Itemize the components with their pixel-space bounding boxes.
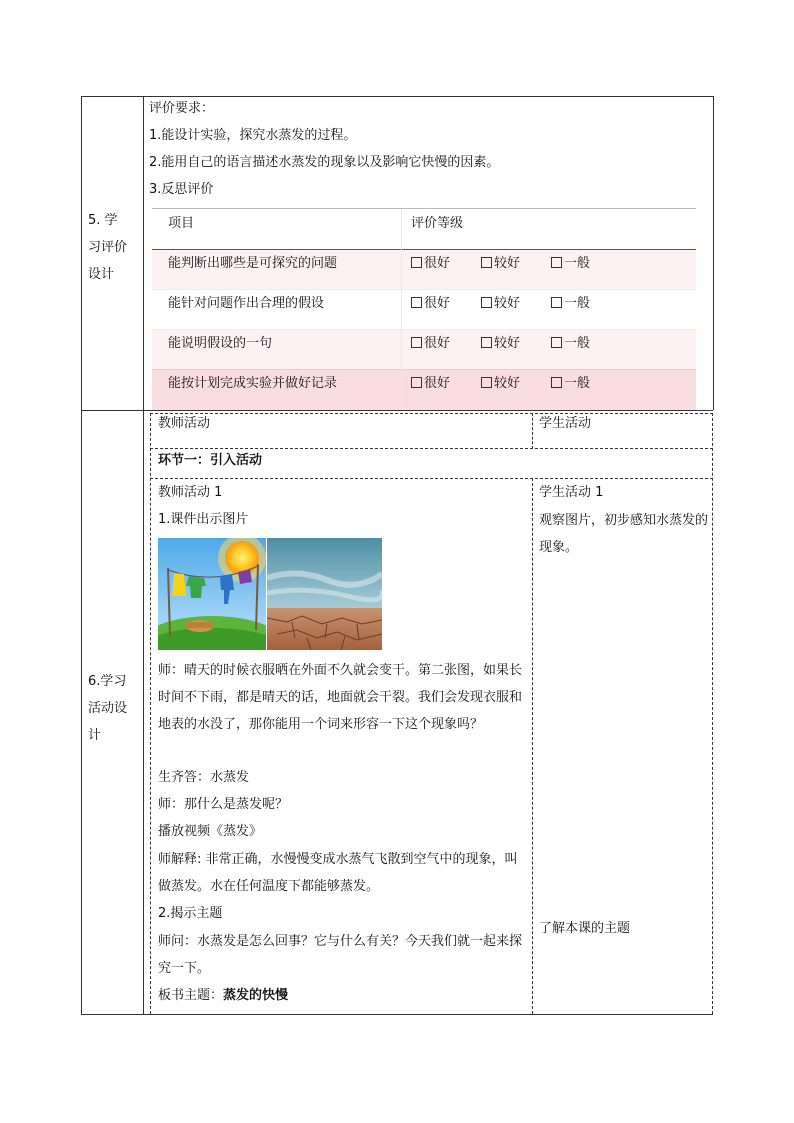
option-average[interactable] xyxy=(551,375,590,393)
requirement-item: 1.能设计实验，探究水蒸发的过程。 xyxy=(149,128,357,143)
eval-row-divider xyxy=(152,329,696,330)
checkbox-icon xyxy=(551,337,562,348)
student-activity-header: 学生活动 xyxy=(539,416,592,431)
checkbox-icon xyxy=(551,297,562,308)
table-top-border xyxy=(81,96,713,97)
option-good[interactable] xyxy=(481,375,520,393)
option-label: 很好 xyxy=(424,296,451,311)
eval-row-item: 能针对问题作出合理的假设 xyxy=(168,296,325,311)
option-average[interactable] xyxy=(551,255,590,273)
eval-header-divider xyxy=(152,249,696,250)
teacher-paragraph-1: 师：晴天的时候衣服晒在外面不久就会变干。第二张图，如果长时间不下雨，都是晴天的话，地面就会干裂。我们会发现衣服和地表的水没了，那你能用一个词来形容一下这个现象吗？ xyxy=(158,663,523,732)
label-column-divider xyxy=(143,96,144,1014)
dashed-border xyxy=(712,413,713,1014)
option-label: 很好 xyxy=(424,256,451,271)
checkbox-icon xyxy=(551,377,562,388)
checkbox-icon xyxy=(411,377,422,388)
requirement-item: 2.能用自己的语言描述水蒸发的现象以及影响它快慢的因素。 xyxy=(149,155,500,170)
option-label: 较好 xyxy=(494,296,521,311)
eval-col-divider xyxy=(401,209,402,410)
section5-label-line: 5. 学 xyxy=(88,213,118,228)
eval-header-grade: 评价等级 xyxy=(411,216,464,231)
option-average[interactable] xyxy=(551,335,590,353)
teacher-ask: 师问：水蒸发是怎么回事？它与什么有关？今天我们就一起来探究一下。 xyxy=(158,934,523,976)
option-label: 一般 xyxy=(564,376,591,391)
eval-row-divider xyxy=(152,289,696,290)
checkbox-icon xyxy=(411,337,422,348)
checkbox-icon xyxy=(411,297,422,308)
option-good[interactable] xyxy=(481,255,520,273)
section5-label-line: 设计 xyxy=(88,267,115,282)
requirements-title: 评价要求： xyxy=(149,101,215,116)
student-answer: 生齐答：水蒸发 xyxy=(158,770,250,785)
eval-row-item: 能判断出哪些是可探究的问题 xyxy=(168,256,338,271)
option-label: 较好 xyxy=(494,336,521,351)
teacher-step1: 1.课件出示图片 xyxy=(158,512,249,527)
teacher-step2: 2.揭示主题 xyxy=(158,906,223,921)
stage-title: 环节一：引入活动 xyxy=(158,453,263,468)
option-label: 一般 xyxy=(564,256,591,271)
option-label: 一般 xyxy=(564,296,591,311)
option-very-good[interactable] xyxy=(411,295,450,313)
board-topic-prefix: 板书主题： xyxy=(158,988,224,1003)
eval-table-top xyxy=(152,208,696,209)
dashed-border xyxy=(532,413,533,449)
eval-row-divider xyxy=(152,369,696,370)
eval-header-item: 项目 xyxy=(168,216,195,231)
checkbox-icon xyxy=(481,297,492,308)
dashed-border xyxy=(150,448,713,449)
option-label: 较好 xyxy=(494,256,521,271)
option-very-good[interactable] xyxy=(411,375,450,393)
dashed-border xyxy=(532,478,533,1014)
checkbox-icon xyxy=(411,257,422,268)
cracked-ground-image xyxy=(267,538,382,650)
video-instruction: 播放视频《蒸发》 xyxy=(158,824,263,839)
teacher-activity-header: 教师活动 xyxy=(158,416,211,431)
option-average[interactable] xyxy=(551,295,590,313)
option-label: 较好 xyxy=(494,376,521,391)
table-bottom-border xyxy=(81,1014,713,1015)
section6-label-line: 6.学习 xyxy=(88,674,127,689)
teacher-activity-title: 教师活动 1 xyxy=(158,485,223,500)
option-good[interactable] xyxy=(481,335,520,353)
eval-row-item: 能按计划完成实验并做好记录 xyxy=(168,376,338,391)
student-observe: 观察图片，初步感知水蒸发的现象。 xyxy=(539,513,709,555)
table-left-border xyxy=(81,96,82,1014)
dashed-border xyxy=(150,413,151,1014)
dashed-border xyxy=(150,478,713,479)
teacher-question: 师：那什么是蒸发呢？ xyxy=(158,797,289,812)
dashed-border xyxy=(150,413,713,414)
section5-label-line: 习评价 xyxy=(88,240,128,255)
option-label: 一般 xyxy=(564,336,591,351)
eval-row-item: 能说明假设的一句 xyxy=(168,336,273,351)
requirement-item: 3.反思评价 xyxy=(149,182,214,197)
section6-label-line: 活动设 xyxy=(88,701,128,716)
section-divider xyxy=(81,410,713,411)
option-very-good[interactable] xyxy=(411,335,450,353)
option-label: 很好 xyxy=(424,376,451,391)
student-activity-title: 学生活动 1 xyxy=(539,485,604,500)
table-right-border xyxy=(713,96,714,410)
option-good[interactable] xyxy=(481,295,520,313)
board-topic xyxy=(158,987,288,1005)
checkbox-icon xyxy=(481,377,492,388)
laundry-drying-image xyxy=(158,538,266,650)
option-label: 很好 xyxy=(424,336,451,351)
student-understand: 了解本课的主题 xyxy=(539,921,631,936)
checkbox-icon xyxy=(481,257,492,268)
checkbox-icon xyxy=(551,257,562,268)
board-topic-title: 蒸发的快慢 xyxy=(223,988,289,1003)
checkbox-icon xyxy=(481,337,492,348)
teacher-explanation: 师解释: 非常正确，水慢慢变成水蒸气飞散到空气中的现象，叫做蒸发。水在任何温度下都能够蒸发。 xyxy=(158,852,518,894)
section6-label-line: 计 xyxy=(88,728,102,743)
option-very-good[interactable] xyxy=(411,255,450,273)
